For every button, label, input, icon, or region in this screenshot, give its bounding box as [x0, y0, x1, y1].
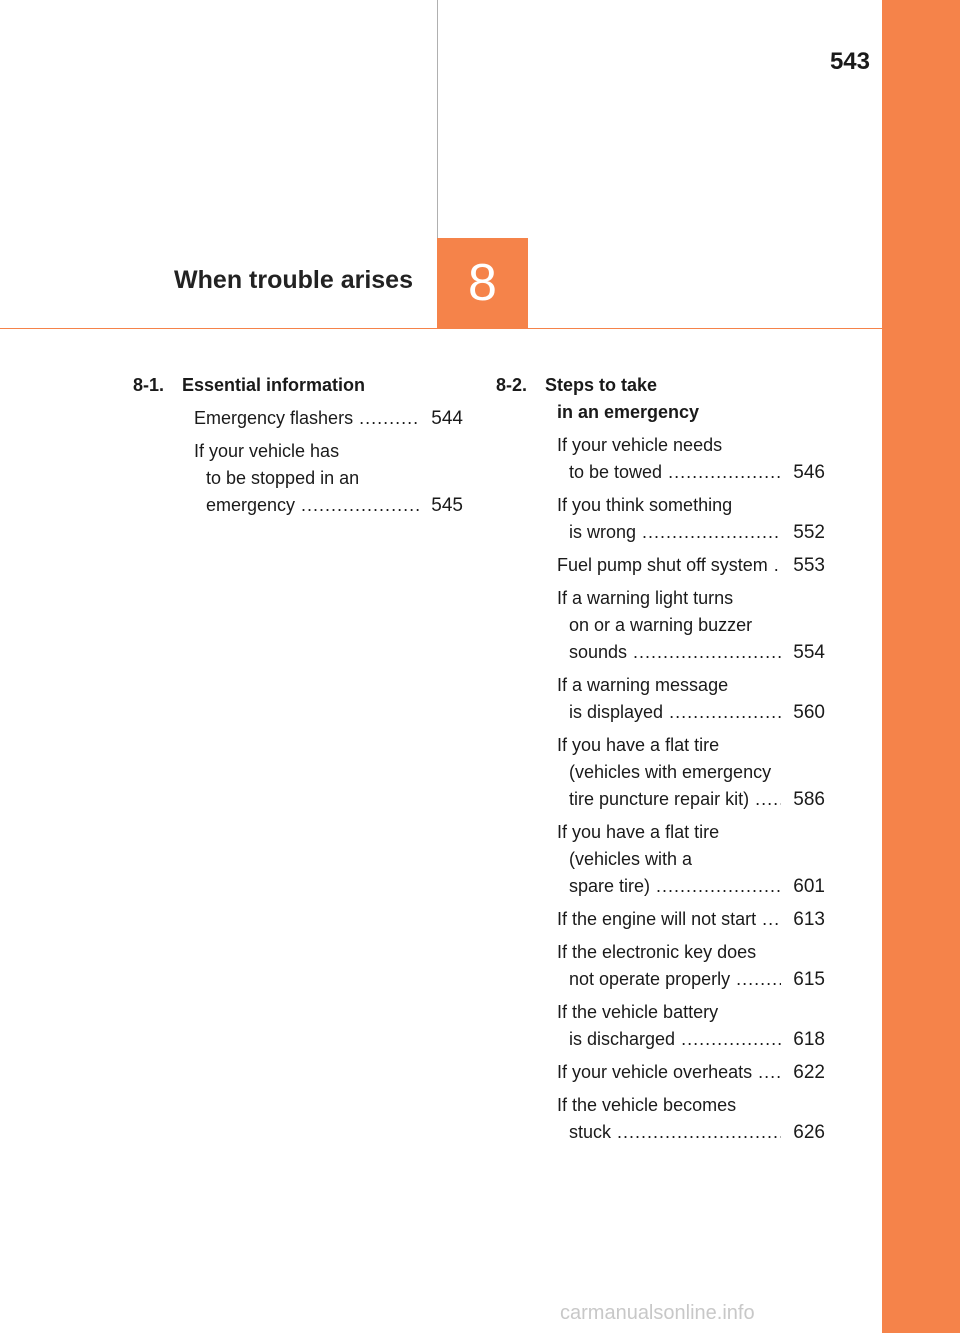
toc-entry-text: is displayed: [569, 702, 664, 722]
toc-column-1: [133, 372, 463, 525]
toc-entry-text: If a warning light turns: [557, 588, 734, 608]
toc-entry[interactable]: [545, 732, 825, 813]
header-divider-vertical: [437, 0, 438, 238]
toc-section-heading: [133, 372, 463, 399]
toc-entry-text: to be towed: [569, 462, 663, 482]
toc-entry[interactable]: [545, 492, 825, 546]
toc-entry-page: 546: [791, 459, 825, 486]
toc-entry-line: [557, 1092, 781, 1119]
toc-section-title-line: in an emergency: [557, 402, 700, 422]
toc-entry[interactable]: [545, 1092, 825, 1146]
watermark: carmanualsonline.info: [560, 1302, 755, 1324]
toc-entry[interactable]: [182, 438, 463, 519]
toc-entry[interactable]: [545, 819, 825, 900]
toc-entry-text: If the electronic key does: [557, 942, 757, 962]
toc-entry-page: 554: [791, 639, 825, 666]
toc-entry[interactable]: [545, 672, 825, 726]
toc-entry-line: [557, 906, 781, 933]
toc-entry-line: [557, 585, 781, 612]
toc-section-heading: [496, 372, 825, 426]
toc-entry-text: stuck: [569, 1122, 612, 1142]
toc-entry-page: 613: [791, 906, 825, 933]
toc-entry-line: [557, 1059, 781, 1086]
toc-entry-text: (vehicles with a: [569, 849, 693, 869]
toc-entry-text: tire puncture repair kit): [569, 789, 750, 809]
toc-entry-text: is wrong: [569, 522, 637, 542]
toc-entry-line: [557, 672, 781, 699]
chapter-side-tab: [882, 0, 960, 1333]
toc-entry-text: If the vehicle battery: [557, 1002, 719, 1022]
toc-entry-text: emergency: [206, 495, 296, 515]
toc-entry[interactable]: [545, 432, 825, 486]
toc-entry-text: If you have a flat tire: [557, 822, 720, 842]
page-number: 543: [829, 48, 870, 75]
toc-entry-page: 544: [429, 405, 463, 432]
toc-entry-line: [557, 732, 781, 759]
toc-entry-line: [557, 966, 781, 993]
toc-entry-line: [557, 846, 781, 873]
toc-entry[interactable]: [545, 999, 825, 1053]
toc-entry-line: [557, 786, 781, 813]
toc-entry-text: If your vehicle needs: [557, 435, 723, 455]
toc-entry[interactable]: [545, 552, 825, 579]
toc-entry-text: If the engine will not start: [557, 909, 757, 929]
toc-entry[interactable]: [545, 585, 825, 666]
toc-entry-line: [557, 759, 781, 786]
toc-section-number: 8-2.: [496, 375, 528, 395]
toc-entry-page: 601: [791, 873, 825, 900]
toc-entry-page: 626: [791, 1119, 825, 1146]
toc-entry-text: If your vehicle has: [194, 441, 340, 461]
toc-entry[interactable]: [545, 939, 825, 993]
toc-entry-line: [557, 999, 781, 1026]
toc-section-title-line: Steps to take: [545, 375, 658, 395]
toc-entry-line: [557, 1026, 781, 1053]
toc-entry[interactable]: [545, 906, 825, 933]
toc-entry-text: on or a warning buzzer: [569, 615, 753, 635]
toc-section-title-line: Essential information: [182, 375, 366, 395]
section-title: When trouble arises: [174, 266, 413, 294]
toc-entry-text: is discharged: [569, 1029, 676, 1049]
toc-entry-line: [557, 552, 781, 579]
toc-entry-page: 552: [791, 519, 825, 546]
toc-entry-text: If the vehicle becomes: [557, 1095, 737, 1115]
toc-entry-text: Emergency flashers: [194, 408, 354, 428]
toc-entry-line: [557, 639, 781, 666]
toc-entry-text: sounds: [569, 642, 628, 662]
toc-entry-line: [557, 939, 781, 966]
toc-entry-text: to be stopped in an: [206, 468, 360, 488]
toc-section-number: 8-1.: [133, 375, 165, 395]
toc-entry-page: 545: [429, 492, 463, 519]
toc-entry-line: [557, 699, 781, 726]
toc-entry-text: not operate properly: [569, 969, 731, 989]
toc-entry-text: If you think something: [557, 495, 733, 515]
toc-entry-line: [194, 438, 419, 465]
toc-entry-text: If a warning message: [557, 675, 729, 695]
toc-entry-line: [194, 465, 419, 492]
toc-entry-page: 618: [791, 1026, 825, 1053]
toc-entry-text: spare tire): [569, 876, 651, 896]
toc-entry-line: [557, 432, 781, 459]
toc-entry-text: If your vehicle overheats: [557, 1062, 753, 1082]
toc-entry-line: [557, 612, 781, 639]
toc-entry-line: [194, 492, 419, 519]
chapter-number-box: 8: [437, 238, 528, 329]
toc-entry-page: 560: [791, 699, 825, 726]
toc-entry-text: If you have a flat tire: [557, 735, 720, 755]
toc-entry-line: [557, 519, 781, 546]
toc-entry-line: [557, 873, 781, 900]
toc-entry-text: (vehicles with emergency: [569, 762, 772, 782]
toc-entry[interactable]: [182, 405, 463, 432]
toc-entry-line: [557, 1119, 781, 1146]
toc-entry-line: [557, 459, 781, 486]
toc-column-2: [496, 372, 825, 1152]
toc-entry[interactable]: [545, 1059, 825, 1086]
toc-entry-text: Fuel pump shut off system: [557, 555, 768, 575]
toc-entry-line: [557, 819, 781, 846]
toc-entry-line: [194, 405, 419, 432]
toc-entry-line: [557, 492, 781, 519]
toc-entry-page: 586: [791, 786, 825, 813]
toc-entry-page: 622: [791, 1059, 825, 1086]
toc-entry-page: 553: [791, 552, 825, 579]
toc-entry-page: 615: [791, 966, 825, 993]
